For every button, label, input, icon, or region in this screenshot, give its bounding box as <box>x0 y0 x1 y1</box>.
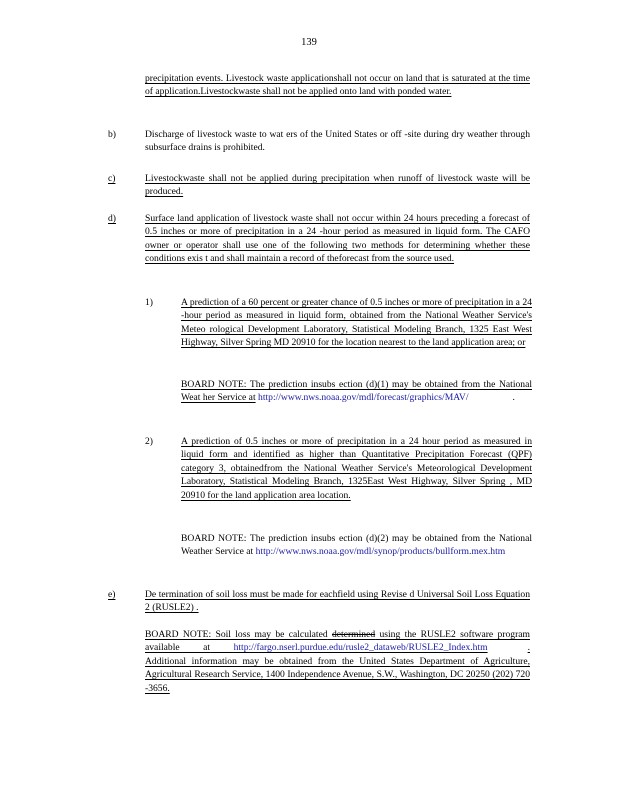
item-e-note-before: BOARD NOTE: Soil loss may be calculated <box>145 629 328 640</box>
item-b-label: b) <box>108 129 116 140</box>
item-e-board-note <box>145 628 530 695</box>
item-d1-note-tail: . <box>512 392 515 404</box>
item-d2-board-note <box>181 532 532 559</box>
item-e-label: e) <box>108 589 116 600</box>
item-b-text: Discharge of livestock waste to wat ers of the United States or off -site during dry weather through subsurface drains is prohibited. <box>145 129 530 154</box>
page-number: 139 <box>301 37 317 48</box>
item-c-text: Livestockwaste shall not be applied during precipitation when runoff of livestock waste will be produced. <box>145 173 530 198</box>
item-d1-label: 1) <box>145 297 153 308</box>
item-d1-board-note <box>181 378 532 405</box>
item-e-note-after: using the RUSLE2 software program available at <box>145 629 530 654</box>
item-d1-note-text: BOARD NOTE: The prediction insubs ection (d)(1) may be obtained from the National Weat her Service at <box>181 379 532 404</box>
item-d-label: d) <box>108 213 116 224</box>
item-d2-note-link[interactable]: http://www.nws.noaa.gov/mdl/synop/products/bullform.mex.htm <box>255 546 506 558</box>
item-d2-text: A prediction of 0.5 inches or more of precipitation in a 24 hour period as measured in liquid form and identified as higher than Quantitative Precipitation Forecast (QPF) category 3, obtainedfrom the National Weather Service's Meteorological Development Laboratory, Statistical Modeling Branch, 1325East West Highway, Silver Spring , MD 20910 for the land application area location. <box>181 436 532 501</box>
item-e-note-rest: . Additional information may be obtained from the United States Department of Agriculture, Agricultural Research Service, 1400 Independence Avenue, S.W., Washington, DC 20250 (202) 720 -3656. <box>145 642 530 694</box>
item-c-label: c) <box>108 173 116 184</box>
item-d1-note-link[interactable]: http://www.nws.noaa.gov/mdl/forecast/graphics/MAV/ <box>258 392 469 404</box>
item-e-note-struck: determined <box>331 629 376 640</box>
item-d2-note-text: BOARD NOTE: The prediction insubs ection (d)(2) may be obtained from the National Weather Service at <box>181 533 532 558</box>
item-d-text: Surface land application of livestock waste shall not occur within 24 hours preceding a forecast of 0.5 inches or more of precipitation in a 24 -hour period as measured in liquid form. The CAFO owner or operator shall use one of the following two methods for determining whether these conditions exis t and shall maintain a record of theforecast from the source used. <box>145 213 530 265</box>
item-e-note-link[interactable]: http://fargo.nserl.purdue.edu/rusle2_dataweb/RUSLE2_Index.htm <box>233 642 488 654</box>
item-d1-text: A prediction of a 60 percent or greater chance of 0.5 inches or more of precipitation in a 24 -hour period as measured in liquid form, obtained from the National Weather Service's Meteo rological Development Laboratory, Statistical Modeling Branch, 1325 East West Highway, Silver Spring MD 20910 for the location nearest to the land application area; or <box>181 297 532 349</box>
item-e-text: De termination of soil loss must be made for eachfield using Revise d Universal Soil Loss Equation 2 (RUSLE2) . <box>145 589 530 614</box>
item-d2-label: 2) <box>145 436 153 447</box>
intro-paragraph: precipitation events. Livestock waste applicationshall not occur on land that is saturated at the time of application.Livestockwaste shall not be applied onto land with ponded water. <box>145 73 530 98</box>
